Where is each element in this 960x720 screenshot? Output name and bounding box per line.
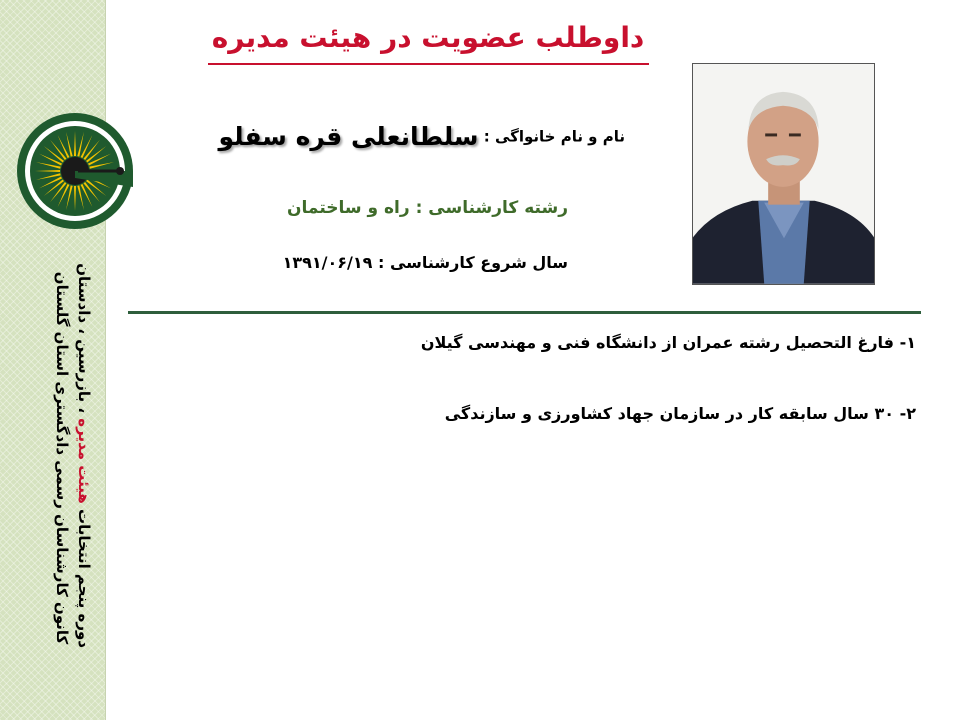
- candidate-photo: [692, 63, 875, 285]
- organization-logo-icon: [16, 112, 134, 230]
- section-divider: [128, 311, 921, 314]
- caption-line-1-start: دوره پنجم انتخابات: [75, 503, 93, 648]
- field-of-expertise: رشته کارشناسی : راه و ساختمان: [287, 198, 568, 218]
- page-title: داوطلب عضویت در هیئت مدیره: [211, 21, 645, 54]
- title-underline: [208, 63, 649, 65]
- name-label: نام و نام خانواگی :: [478, 127, 625, 146]
- name-row: [218, 122, 625, 164]
- candidate-name: سلطانعلی قره سفلو: [218, 122, 479, 151]
- caption-highlight: هیئت مدیره: [75, 418, 93, 504]
- caption-line-1: [73, 263, 95, 648]
- resume-item-2: ۲- ۳۰ سال سابقه کار در سازمان جهاد کشاورزی و سازندگی: [444, 404, 916, 423]
- resume-item-1: ۱- فارغ التحصیل رشته عمران از دانشگاه فنی و مهندسی گیلان: [420, 333, 916, 352]
- caption-line-2: کانون کارشناسان رسمی دادگستری استان گلستان: [53, 271, 71, 645]
- election-caption: [51, 263, 95, 648]
- sidebar-caption: [43, 263, 103, 648]
- caption-line-1-end: ، بازرسین ، دادستان: [75, 263, 93, 419]
- start-year: سال شروع کارشناسی : ۱۳۹۱/۰۶/۱۹: [282, 253, 568, 272]
